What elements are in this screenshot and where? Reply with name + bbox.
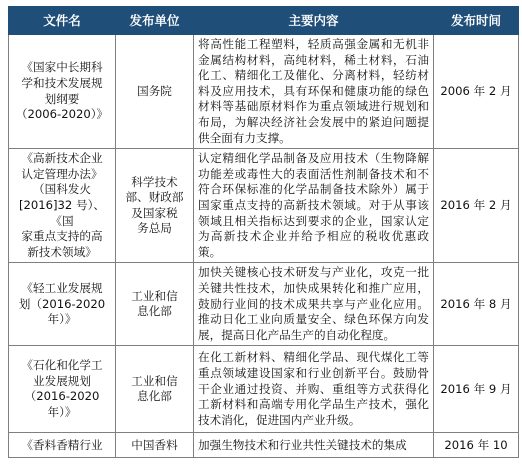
document-line: [2016]32 号）、《国 xyxy=(19,197,105,228)
table-row xyxy=(9,346,519,433)
document-cell xyxy=(9,433,116,458)
table-row xyxy=(9,35,519,149)
policy-table xyxy=(8,6,519,458)
issuer-cell xyxy=(116,346,194,433)
header-document: 文件名 xyxy=(9,7,116,35)
table-row xyxy=(9,433,519,458)
table-row xyxy=(9,149,519,263)
date-cell: 2016 年 9 月 xyxy=(434,346,519,433)
document-line: 划纲要 xyxy=(44,91,80,106)
content-cell: 加强生物技术和行业共性关键技术的集成 xyxy=(194,433,434,458)
issuer-line: 务总局 xyxy=(137,221,172,236)
issuer-cell xyxy=(116,35,194,149)
date-cell: 2016 年 8 月 xyxy=(434,263,519,346)
header-issuer: 发布单位 xyxy=(116,7,194,35)
document-cell xyxy=(9,149,116,263)
content-cell: 将高性能工程塑料，轻质高强金属和无机非金属结构材料，高纯材料，稀土材料，石油化工、精细化工及催化、分离材料，轻纺材料及应用技术，具有环保和健康功能的绿色材料等基础原材料作为重点领域进行规划和布局，为解决经济社会发展中的紧迫问题提供全面有力支撑。 xyxy=(194,35,434,149)
issuer-line: 息化部 xyxy=(137,389,172,404)
document-line: 年）》 xyxy=(47,404,77,419)
document-line: （2016-2020 xyxy=(24,389,100,404)
date-cell: 2016 年 2 月 xyxy=(434,149,519,263)
document-line: 《轻工业发展规 xyxy=(21,280,103,295)
document-line: 《香料香精行业 xyxy=(21,437,103,452)
document-cell xyxy=(9,35,116,149)
date-cell: 2006 年 2 月 xyxy=(434,35,519,149)
issuer-line: 国务院 xyxy=(137,83,172,98)
document-cell xyxy=(9,346,116,433)
document-line: 认定管理办法》 xyxy=(21,166,103,181)
content-cell: 认定精细化学品制备及应用技术（生物降解功能差或毒性大的表面活性剂制备技术和不符合环保标准的化学品制备技术除外）属于国家重点支持的高新技术领域。对于从事该领域且相关指标达到要求的企业，国家认定为高新技术企业并给予相应的税收优惠政策。 xyxy=(194,149,434,263)
issuer-line: 科学技术 xyxy=(131,174,178,189)
header-content: 主要内容 xyxy=(194,7,434,35)
content-cell: 加快关键核心技术研发与产业化，攻克一批关键共性技术，加快成果转化和推广应用，鼓励行业间的技术成果共享与产业化应用。推动日化工业向质量安全、绿色环保方向发展，提高日化产品生产的自动化程度。 xyxy=(194,263,434,346)
table-row xyxy=(9,263,519,346)
issuer-cell xyxy=(116,149,194,263)
document-line: 划（2016-2020 xyxy=(18,296,106,311)
document-line: 年）》 xyxy=(47,312,77,327)
issuer-cell xyxy=(116,433,194,458)
issuer-cell xyxy=(116,263,194,346)
document-line: （2006-2020）》 xyxy=(15,107,109,122)
document-line: （国科发火 xyxy=(33,182,91,197)
document-line: 新技术领域》 xyxy=(27,244,97,259)
header-date: 发布时间 xyxy=(434,7,519,35)
document-line: 《国家中长期科 xyxy=(21,60,103,75)
issuer-line: 工业和信 xyxy=(131,288,178,303)
issuer-line: 中国香料 xyxy=(131,437,178,452)
document-line: 《高新技术企业 xyxy=(21,151,103,166)
table-header-row xyxy=(9,7,519,35)
document-cell xyxy=(9,263,116,346)
date-cell: 2016 年 10 xyxy=(434,433,519,458)
document-line: 学和技术发展规 xyxy=(21,75,103,90)
issuer-line: 工业和信 xyxy=(131,373,178,388)
document-line: 家重点支持的高 xyxy=(21,229,103,244)
content-cell: 在化工新材料、精细化学品、现代煤化工等重点领域建设国家和行业创新平台。鼓励骨干企业通过投资、并购、重组等方式获得化工新材料和高端专用化学品生产技术，强化技术消化，促进国内产业升级。 xyxy=(194,346,434,433)
issuer-line: 部、财政部 xyxy=(125,190,184,205)
document-line: 《石化和化学工 xyxy=(21,358,103,373)
issuer-line: 及国家税 xyxy=(131,205,178,220)
document-line: 业发展规划 xyxy=(33,373,91,388)
issuer-line: 息化部 xyxy=(137,304,172,319)
